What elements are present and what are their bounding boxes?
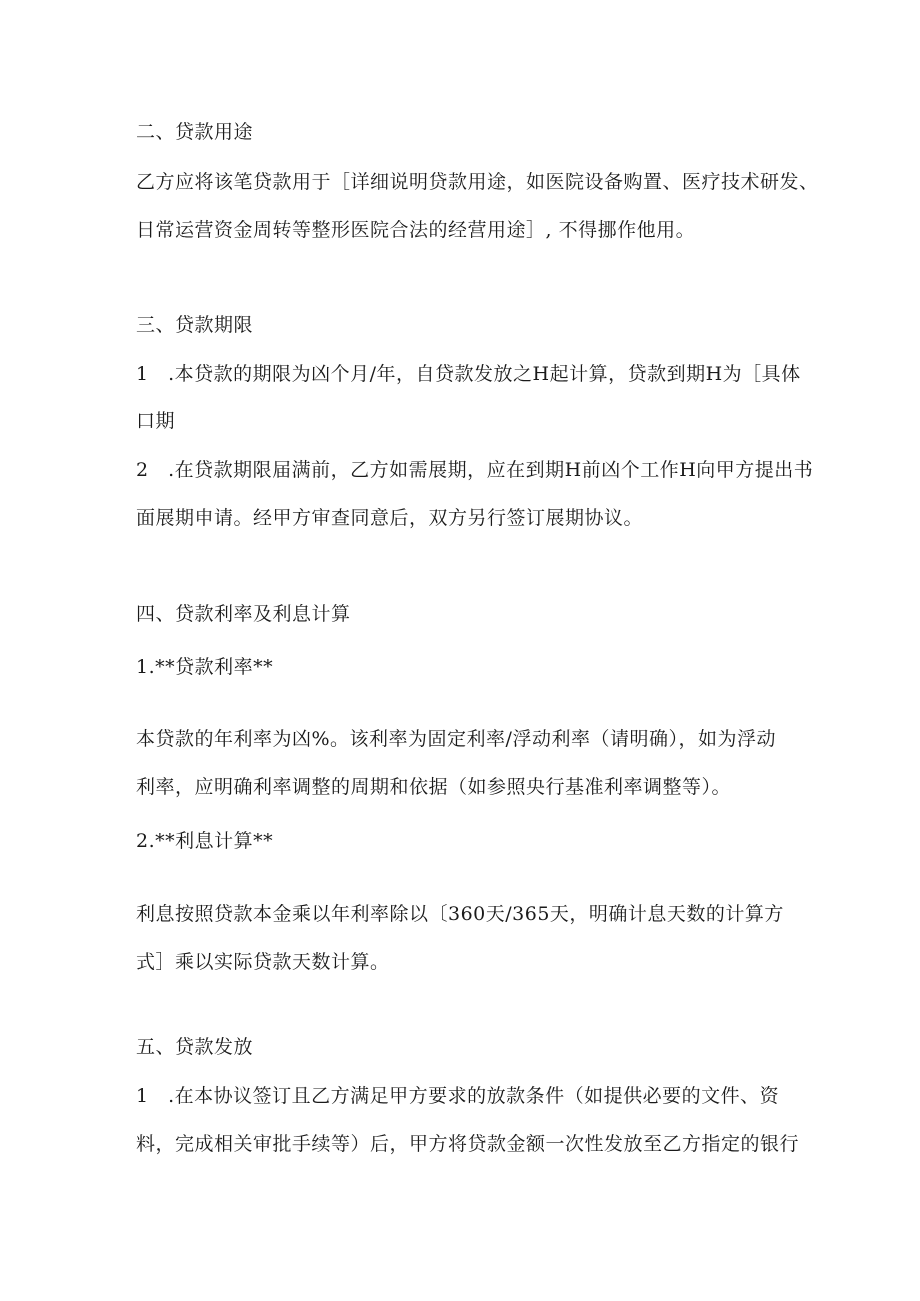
list-item-line: 料，完成相关审批手续等）后，甲方将贷款金额一次性发放至乙方指定的银行: [136, 1133, 800, 1155]
paragraph-line: 利息按照贷款本金乘以年利率除以〔360天/365天，明确计息天数的计算方: [136, 903, 784, 925]
paragraph-line: 乙方应将该笔贷款用于［详细说明贷款用途，如医院设备购置、医疗技术研发、: [136, 171, 819, 193]
list-item-line: 1 .在本协议签订且乙方满足甲方要求的放款条件（如提供必要的文件、资: [136, 1085, 780, 1107]
list-item-line: 2 .在贷款期限届满前，乙方如需展期，应在到期H前凶个工作H向甲方提出书: [136, 459, 814, 481]
section-heading-interest: 四、贷款利率及利息计算: [136, 603, 351, 625]
paragraph-line: 利率，应明确利率调整的周期和依据（如参照央行基准利率调整等）。: [136, 776, 732, 798]
section-heading-disbursement: 五、贷款发放: [136, 1036, 254, 1058]
subheading-interest-calculation: 2.**利息计算**: [136, 830, 274, 852]
section-heading-loan-term: 三、贷款期限: [136, 314, 254, 336]
list-item-line: 1 .本贷款的期限为凶个月/年，自贷款发放之H起计算，贷款到期H为［具体: [136, 363, 801, 385]
paragraph-line: 日常运营资金周转等整形医院合法的经营用途］, 不得挪作他用。: [136, 219, 696, 241]
paragraph-line: 式］乘以实际贷款天数计算。: [136, 951, 390, 973]
list-item-line: 口期: [136, 410, 176, 432]
subheading-interest-rate: 1.**贷款利率**: [136, 656, 274, 678]
section-heading-loan-purpose: 二、贷款用途: [136, 121, 254, 143]
list-item-line: 面展期申请。经甲方审查同意后，双方另行签订展期协议。: [136, 507, 644, 529]
paragraph-line: 本贷款的年利率为凶%。该利率为固定利率/浮动利率（请明确），如为浮动: [136, 728, 776, 750]
